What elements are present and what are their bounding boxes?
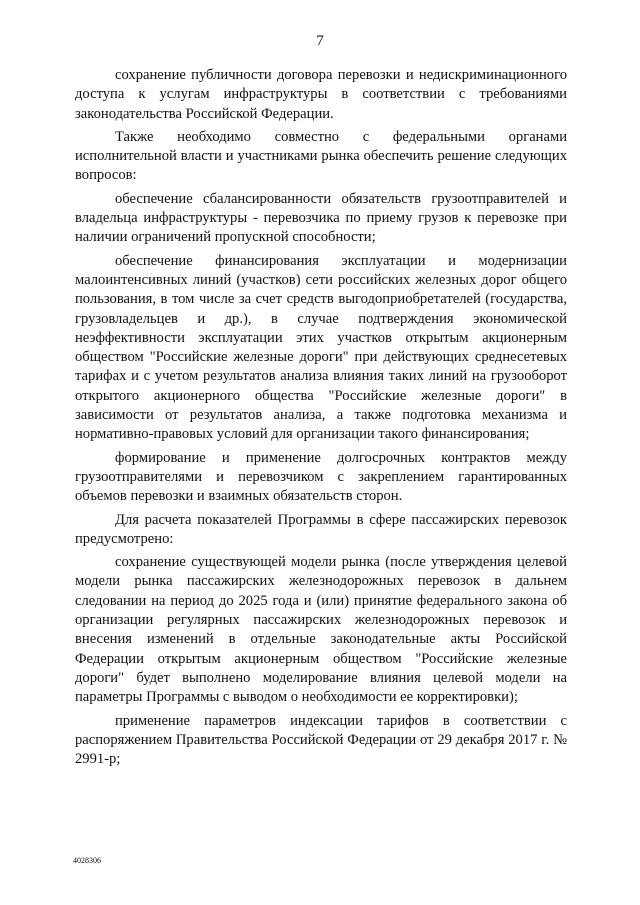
paragraph-tariff-indexation: применение параметров индексации тарифов в соответствии с распоряжением Правительства Российской Федерации от 29 декабря 2017 г. № 2991-р; — [75, 712, 567, 768]
paragraph-infrastructure-access: сохранение публичности договора перевозки и недискриминационного доступа к услугам инфраструктуры в соответствии с требованиями законодательства Российской Федерации. — [75, 67, 567, 122]
page-number: 7 — [316, 33, 324, 49]
document-code: 4028306 — [73, 856, 101, 865]
paragraph-balance-obligations: обеспечение сбалансированности обязательств грузоотправителей и владельца инфраструктуры - перевозчика по приему грузов к перевозке при наличии ограничений пропускной способности; — [75, 190, 567, 246]
paragraph-long-term-contracts: формирование и применение долгосрочных контрактов между грузоотправителями и перевозчиком с закреплением гарантированных объемов перевозки и взаимных обязательств сторон. — [75, 449, 567, 505]
paragraph-financing-low-intensity-lines: обеспечение финансирования эксплуатации и модернизации малоинтенсивных линий (участков) сети российских железных дорог общего пользования, в том числе за счет средств выгодоприобретателей (государства, грузовладельцев и др.), в случае подтверждения экономической неэффективности эксплуатации этих участков открытым акционерным обществом "Российские железные дороги" при действующих среднесетевых тарифах и с учетом результатов анализа влияния таких линий на грузооборот открытого акционерного общества "Российские железные дороги" в зависимости от результатов анализа, а также подготовка механизма и нормативно-правовых условий для организации такого финансирования; — [75, 252, 567, 443]
paragraph-passenger-intro: Для расчета показателей Программы в сфере пассажирских перевозок предусмотрено: — [75, 511, 567, 547]
paragraph-also-necessary: Также необходимо совместно с федеральными органами исполнительной власти и участниками рынка обеспечить решение следующих вопросов: — [75, 128, 567, 184]
paragraph-market-model: сохранение существующей модели рынка (после утверждения целевой модели рынка пассажирских железнодорожных перевозок в дальнем следовании на период до 2025 года и (или) принятие федерального закона об организации регулярных пассажирских железнодорожных перевозок и внесения изменений в отдельные законодательные акты Российской Федерации открытым акционерным обществом "Российские железные дороги" будет выполнено моделирование влияния целевой модели на параметры Программы с выводом о необходимости ее корректировки); — [75, 554, 567, 706]
document-body — [75, 66, 567, 773]
